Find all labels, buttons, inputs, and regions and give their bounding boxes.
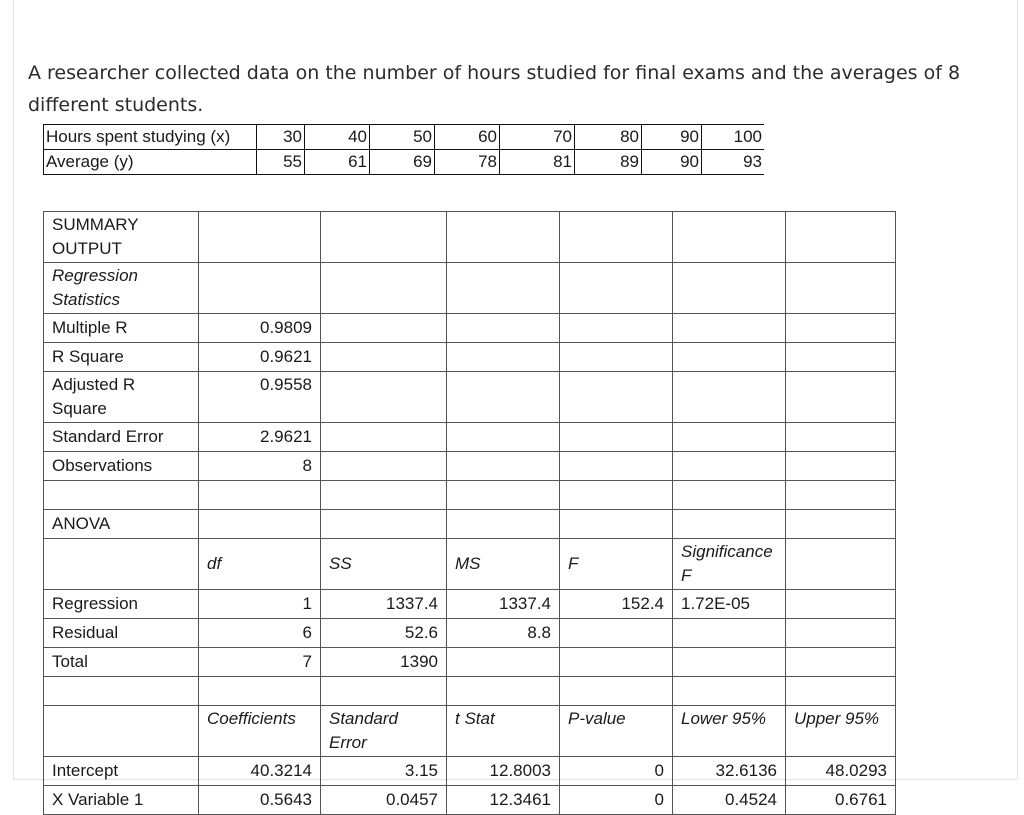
summary-title: SUMMARY OUTPUT bbox=[44, 212, 199, 263]
table-row bbox=[44, 452, 896, 481]
regression-statistics-title: Regression Statistics bbox=[44, 263, 199, 314]
table-row bbox=[44, 212, 896, 263]
table-row bbox=[44, 510, 896, 539]
data-table bbox=[43, 124, 764, 175]
coef-p: 0 bbox=[560, 786, 673, 815]
coef-value: 0.5643 bbox=[199, 786, 321, 815]
coef-row-label: X Variable 1 bbox=[44, 786, 199, 815]
anova-header-ms: MS bbox=[447, 539, 560, 590]
question-text: A researcher collected data on the number of hours studied for final exams and the averages of 8 different students. bbox=[28, 62, 961, 116]
coef-lower: 0.4524 bbox=[673, 786, 786, 815]
coef-row-label: Intercept bbox=[44, 757, 199, 786]
anova-row-label: Regression bbox=[44, 590, 199, 619]
stat-label: Observations bbox=[44, 452, 199, 481]
anova-header-f: F bbox=[560, 539, 673, 590]
coef-value: 40.3214 bbox=[199, 757, 321, 786]
anova-df: 7 bbox=[199, 648, 321, 677]
coef-header-p-value: P-value bbox=[560, 706, 673, 757]
coef-header-upper-95: Upper 95% bbox=[786, 706, 896, 757]
anova-title: ANOVA bbox=[44, 510, 199, 539]
table-row bbox=[44, 372, 896, 423]
anova-header-ss: SS bbox=[321, 539, 447, 590]
table-row bbox=[44, 423, 896, 452]
anova-row-label: Residual bbox=[44, 619, 199, 648]
table-row bbox=[44, 706, 896, 757]
coef-t: 12.8003 bbox=[447, 757, 560, 786]
anova-row-label: Total bbox=[44, 648, 199, 677]
coef-header-standard-error: Standard Error bbox=[321, 706, 447, 757]
table-row bbox=[44, 343, 896, 372]
coef-p: 0 bbox=[560, 757, 673, 786]
table-row bbox=[44, 539, 896, 590]
y-value: 81 bbox=[500, 150, 575, 175]
y-row bbox=[44, 150, 765, 175]
anova-ms: 8.8 bbox=[447, 619, 560, 648]
x-value: 40 bbox=[305, 125, 370, 150]
coef-se: 3.15 bbox=[321, 757, 447, 786]
anova-header-significance-f: Significance F bbox=[673, 539, 786, 590]
coef-header-lower-95: Lower 95% bbox=[673, 706, 786, 757]
x-value: 100 bbox=[702, 125, 765, 150]
stat-label: Standard Error bbox=[44, 423, 199, 452]
x-row bbox=[44, 125, 765, 150]
regression-summary-table bbox=[43, 211, 896, 815]
anova-f: 152.4 bbox=[560, 590, 673, 619]
y-value: 90 bbox=[642, 150, 702, 175]
anova-header-df: df bbox=[199, 539, 321, 590]
anova-sig: 1.72E-05 bbox=[673, 590, 786, 619]
anova-ms: 1337.4 bbox=[447, 590, 560, 619]
stat-label: Multiple R bbox=[44, 314, 199, 343]
y-value: 69 bbox=[370, 150, 435, 175]
table-row bbox=[44, 786, 896, 815]
stat-value: 0.9558 bbox=[199, 372, 321, 423]
x-value: 50 bbox=[370, 125, 435, 150]
x-label: Hours spent studying (x) bbox=[44, 125, 257, 150]
coef-se: 0.0457 bbox=[321, 786, 447, 815]
anova-ss: 1337.4 bbox=[321, 590, 447, 619]
x-value: 70 bbox=[500, 125, 575, 150]
anova-df: 1 bbox=[199, 590, 321, 619]
stat-value: 8 bbox=[199, 452, 321, 481]
table-row bbox=[44, 314, 896, 343]
x-value: 90 bbox=[642, 125, 702, 150]
table-row bbox=[44, 481, 896, 510]
coef-header-coefficients: Coefficients bbox=[199, 706, 321, 757]
table-row bbox=[44, 590, 896, 619]
y-value: 93 bbox=[702, 150, 765, 175]
anova-ss: 1390 bbox=[321, 648, 447, 677]
y-value: 89 bbox=[575, 150, 642, 175]
stat-value: 2.9621 bbox=[199, 423, 321, 452]
coef-lower: 32.6136 bbox=[673, 757, 786, 786]
stat-value: 0.9809 bbox=[199, 314, 321, 343]
x-value: 30 bbox=[257, 125, 305, 150]
x-value: 80 bbox=[575, 125, 642, 150]
stat-value: 0.9621 bbox=[199, 343, 321, 372]
x-value: 60 bbox=[435, 125, 500, 150]
y-value: 61 bbox=[305, 150, 370, 175]
table-row bbox=[44, 757, 896, 786]
y-label: Average (y) bbox=[44, 150, 257, 175]
y-value: 55 bbox=[257, 150, 305, 175]
table-row bbox=[44, 648, 896, 677]
coef-upper: 48.0293 bbox=[786, 757, 896, 786]
stat-label: Adjusted R Square bbox=[44, 372, 199, 423]
table-row bbox=[44, 263, 896, 314]
y-value: 78 bbox=[435, 150, 500, 175]
table-row bbox=[44, 619, 896, 648]
coef-upper: 0.6761 bbox=[786, 786, 896, 815]
anova-ss: 52.6 bbox=[321, 619, 447, 648]
anova-df: 6 bbox=[199, 619, 321, 648]
stat-label: R Square bbox=[44, 343, 199, 372]
coef-t: 12.3461 bbox=[447, 786, 560, 815]
coef-header-t-stat: t Stat bbox=[447, 706, 560, 757]
table-row bbox=[44, 677, 896, 706]
